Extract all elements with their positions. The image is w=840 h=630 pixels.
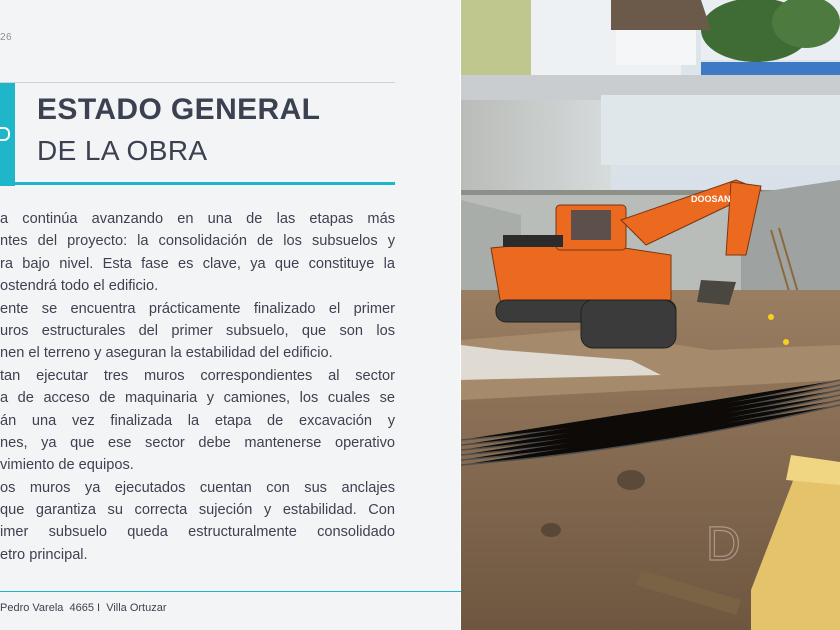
paragraph-line: vimiento de equipos. (0, 457, 134, 474)
paragraph-line: ostendrá todo el edificio. (0, 278, 159, 295)
paragraph-line: imer subsuelo queda estructuralmente consolidado (0, 524, 395, 541)
section-title-line-2: DE LA OBRA (37, 135, 208, 166)
title-divider-top (0, 82, 395, 83)
paragraph-line: nen el terreno y aseguran la estabilidad del edificio. (0, 345, 333, 362)
paragraph-line: nes, ya que ese sector debe mantenerse operativo (0, 434, 395, 451)
paragraph-line: os muros ya ejecutados cuentan con sus anclajes (0, 479, 395, 496)
paragraph-line: ra bajo nivel. Esta fase es clave, ya que constituye la (0, 255, 395, 272)
watermark-mark: D (706, 518, 741, 571)
body-paragraphs (0, 208, 395, 566)
paragraph-line: ntes del proyecto: la consolidación de los subsuelos y (0, 233, 395, 250)
paragraph-line: etro principal. (0, 546, 88, 563)
machine-brand-label: DOOSAN (691, 194, 731, 204)
paragraph-line: ente se encuentra prácticamente finalizado el primer (0, 300, 395, 317)
footer-address: Pedro Varela 4665 I Villa Ortuzar (0, 602, 167, 614)
paragraph-line: uros estructurales del primer subsuelo, que son los (0, 322, 395, 339)
paragraph-line: que garantiza su correcta sujeción y estabilidad. Con (0, 502, 395, 519)
paragraph-line: tan ejecutar tres muros correspondientes al sector (0, 367, 395, 384)
title-underline (15, 182, 395, 185)
accent-bar (0, 83, 15, 186)
paragraph-line: a continúa avanzando en una de las etapas más (0, 211, 395, 227)
construction-site-photo (461, 0, 840, 630)
section-title-line-1: ESTADO GENERAL (37, 93, 321, 126)
paragraph-line: a de acceso de maquinaria y camiones, los cuales se (0, 390, 395, 407)
logo-fragment-icon (0, 127, 10, 141)
paragraph-line: án una vez finalizada la etapa de excavación y (0, 412, 395, 429)
page-number: 26 (0, 32, 13, 43)
